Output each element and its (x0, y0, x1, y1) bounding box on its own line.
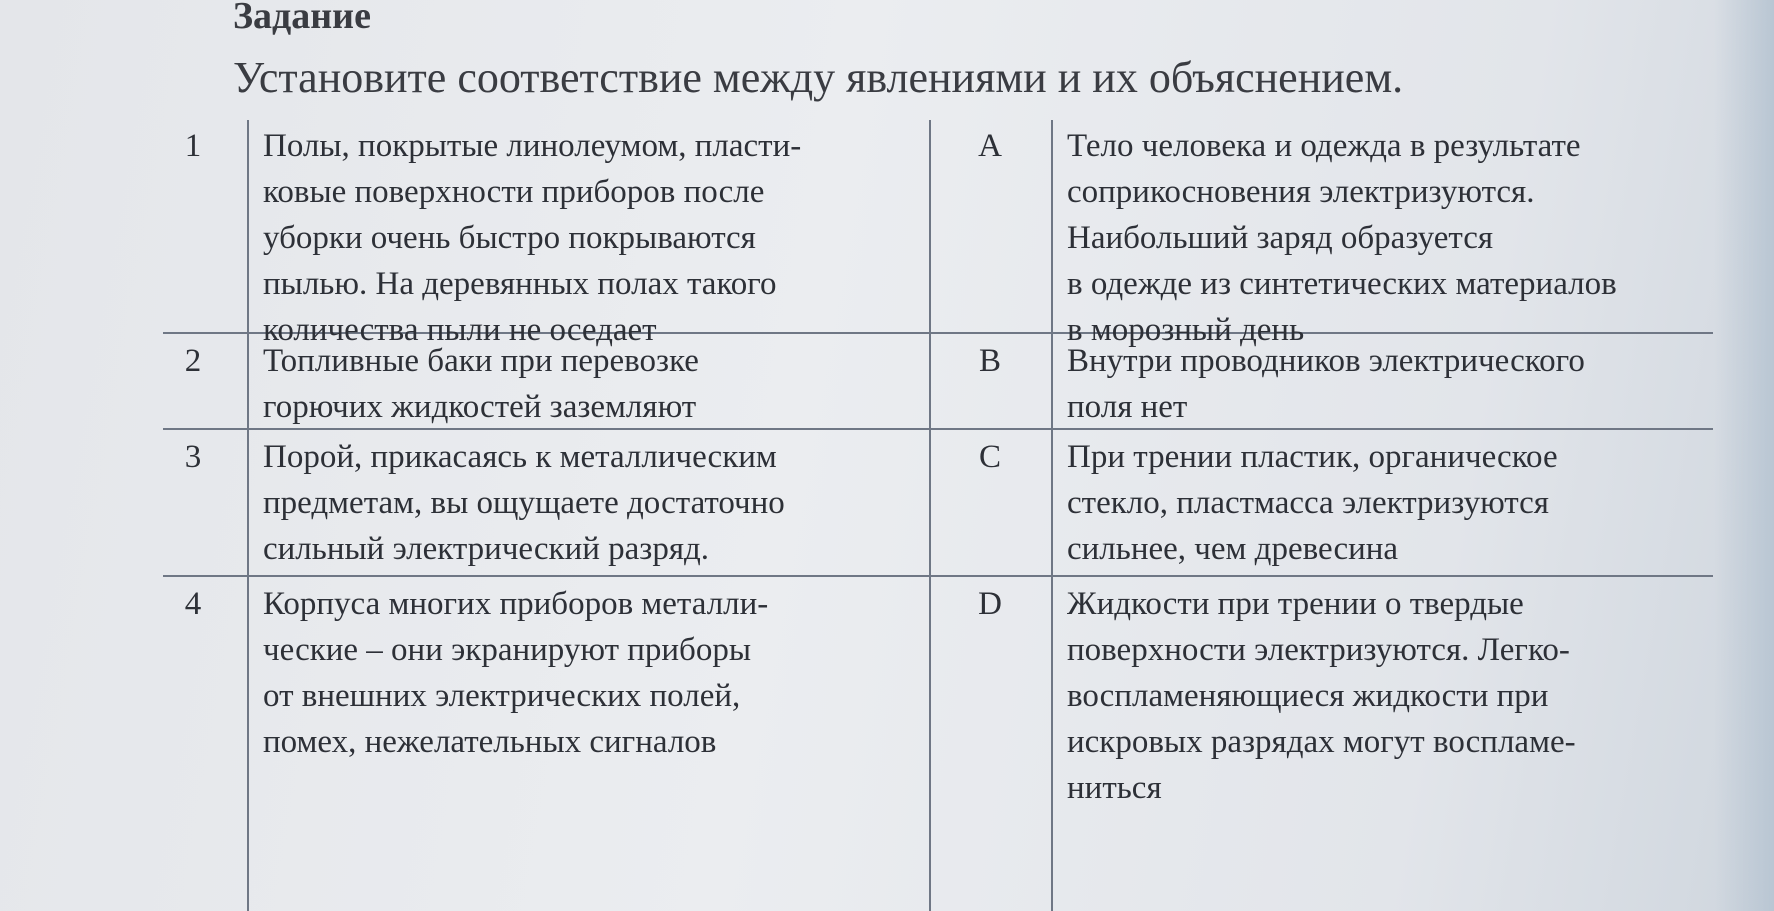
column-divider-number (247, 120, 249, 911)
phenomenon-number: 4 (184, 586, 202, 622)
explanation-text: Тело человека и одежда в результате соприкосновения электризуются. Наибольший заряд образуется в одежде из синтетических материалов в морозный день (1067, 128, 1617, 348)
row-divider-3 (163, 575, 1713, 577)
phenomenon-text: Топливные баки при перевозке горючих жидкостей заземляют (263, 343, 699, 425)
explanation-text: Внутри проводников электрического поля нет (1067, 343, 1585, 425)
explanation-letter: A (978, 128, 1002, 164)
explanation-letter: D (978, 586, 1002, 622)
page-edge-shadow (1714, 0, 1774, 911)
column-divider-letter (1051, 120, 1053, 911)
explanation-letter: C (978, 439, 1001, 475)
column-divider-middle (929, 120, 931, 911)
explanation-text: При трении пластик, органическое стекло, пластмасса электризуются сильнее, чем древесина (1067, 439, 1558, 567)
phenomenon-number: 1 (184, 128, 202, 164)
task-instruction: Установите соответствие между явлениями и их объяснением. (233, 53, 1404, 102)
phenomenon-text: Порой, прикасаясь к металлическим предметам, вы ощущаете достаточно сильный электрический разряд. (263, 439, 785, 567)
matching-table (163, 120, 1713, 911)
phenomenon-number: 3 (184, 439, 202, 475)
phenomenon-number: 2 (184, 343, 202, 379)
phenomenon-text: Корпуса многих приборов металли- ческие – они экранируют приборы от внешних электрических полей, помех, нежелательных сигналов (263, 586, 769, 760)
explanation-letter: B (978, 343, 1001, 379)
phenomenon-text: Полы, покрытые линолеумом, пласти- ковые поверхности приборов после уборки очень быстро покрываются пылью. На деревянных полах такого количества пыли не оседает (263, 128, 802, 348)
task-heading: Задание (233, 0, 371, 37)
explanation-text: Жидкости при трении о твердые поверхности электризуются. Легко- воспламеняющиеся жидкости при искровых разрядах могут воспламе- ниться (1067, 586, 1576, 806)
